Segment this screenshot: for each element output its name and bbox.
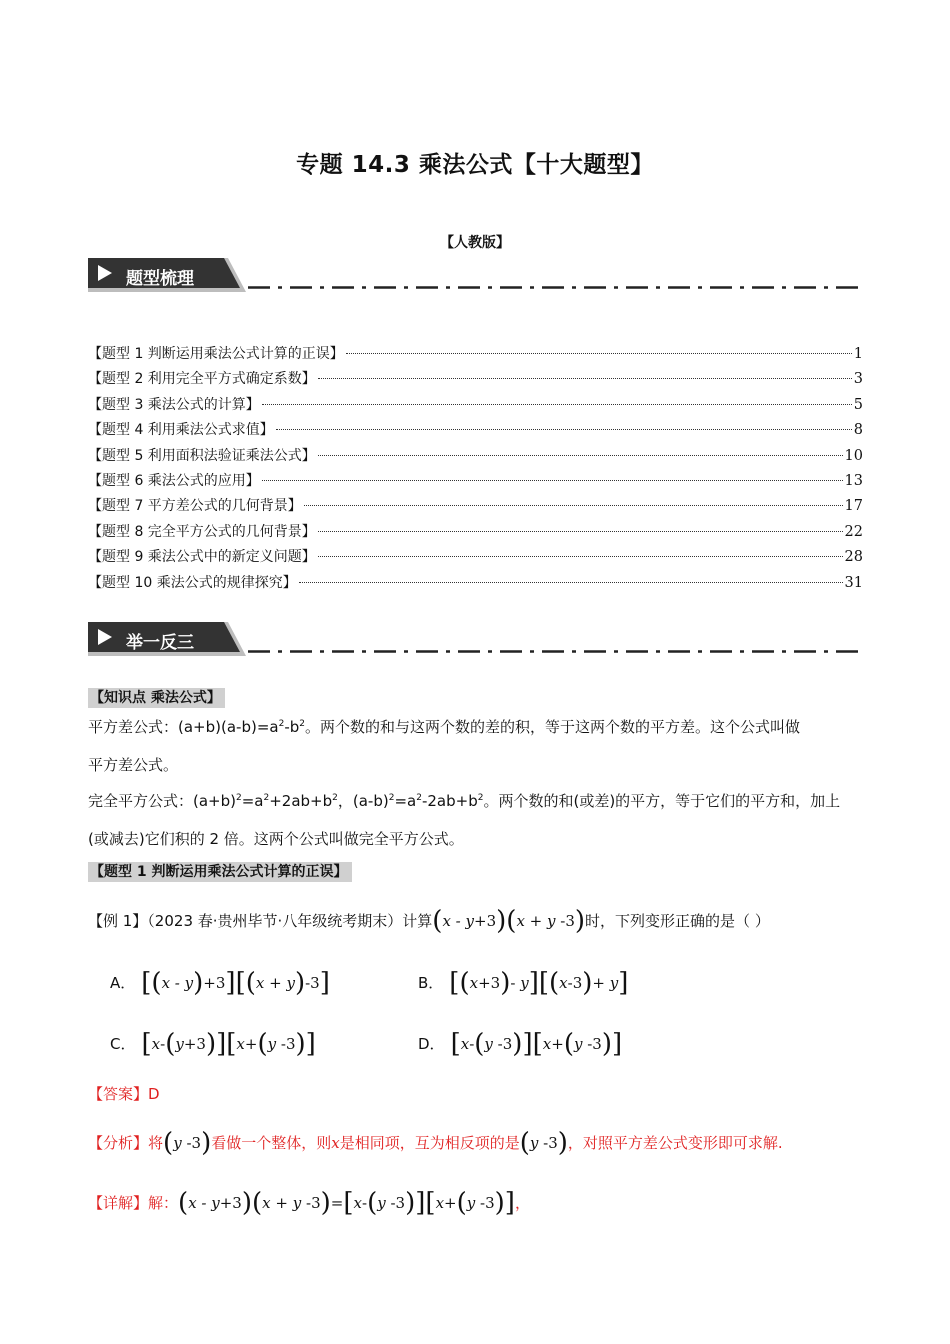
toc-item-label: 【题型 2 利用完全平方式确定系数】 bbox=[88, 371, 316, 388]
example-1: 【例 1】（2023 春·贵州毕节·八年级统考期末）计算(x - y+3)(x + y -3)时，下列变形正确的是（ ） bbox=[88, 906, 770, 936]
dash-divider bbox=[248, 650, 863, 653]
table-of-contents bbox=[88, 343, 863, 597]
option-b[interactable]: B． [(x+3)- y][(x-3)+ y] bbox=[418, 968, 629, 998]
page-title: 专题 14.3 乘法公式【十大题型】 bbox=[296, 152, 654, 178]
knowledge-heading: 【知识点 乘法公式】 bbox=[88, 688, 225, 708]
toc-item-label: 【题型 1 判断运用乘法公式计算的正误】 bbox=[88, 346, 344, 362]
formula-paragraph-1: 平方差公式：$(a+b)(a-b)=a^2-b^2$。两个数的和与这两个数的差的积，等于这两个数的平方差。这个公式叫做 bbox=[88, 718, 800, 736]
toc-item-label: 【题型 4 利用乘法公式求值】 bbox=[88, 422, 274, 439]
toc-item[interactable] bbox=[88, 368, 863, 393]
toc-item-label: 【题型 7 平方差公式的几何背景】 bbox=[88, 498, 302, 515]
section-bar-review bbox=[88, 258, 863, 296]
expression: (x - y+3)(x + y -3) bbox=[432, 906, 586, 936]
toc-leader bbox=[304, 505, 843, 506]
answer: 【答案】D bbox=[88, 1085, 160, 1103]
toc-leader bbox=[318, 378, 852, 379]
toc-item-label: 【题型 5 利用面积法验证乘法公式】 bbox=[88, 447, 316, 464]
toc-leader bbox=[318, 556, 843, 557]
toc-item[interactable] bbox=[88, 546, 863, 571]
formula-paragraph-2-line2: (或减去)它们积的 2 倍。这两个公式叫做完全平方公式。 bbox=[88, 830, 464, 848]
toc-leader bbox=[318, 455, 843, 456]
toc-item[interactable] bbox=[88, 521, 863, 546]
toc-leader bbox=[299, 582, 843, 583]
toc-item[interactable] bbox=[88, 394, 863, 419]
dash-divider bbox=[248, 286, 863, 289]
toc-page-number: 13 bbox=[844, 472, 863, 489]
toc-page-number: 1 bbox=[853, 346, 863, 362]
option-d[interactable]: D． [x-(y -3)][x+(y -3)] bbox=[418, 1029, 623, 1059]
formula-paragraph-1-line2: 平方差公式。 bbox=[88, 756, 179, 774]
toc-page-number: 5 bbox=[853, 396, 863, 413]
toc-page-number: 22 bbox=[844, 523, 863, 540]
toc-item[interactable] bbox=[88, 343, 863, 368]
toc-item-label: 【题型 9 乘法公式中的新定义问题】 bbox=[88, 549, 316, 566]
toc-item[interactable] bbox=[88, 445, 863, 470]
toc-item[interactable] bbox=[88, 572, 863, 597]
toc-item[interactable] bbox=[88, 495, 863, 520]
toc-leader bbox=[262, 404, 852, 405]
toc-leader bbox=[276, 429, 852, 430]
formula-paragraph-2: 完全平方公式：$(a+b)^2=a^2+2ab+b^2$，$(a-b)^2=a^2-2ab+b^2$。两个数的和(或差)的平方，等于它们的平方和，加上 bbox=[88, 792, 841, 810]
toc-item-label: 【题型 10 乘法公式的规律探究】 bbox=[88, 574, 297, 591]
toc-leader bbox=[262, 480, 843, 481]
detail: 【详解】解：(x - y+3)(x + y -3)=[x-(y -3)][x+(y -3)]， bbox=[88, 1188, 530, 1218]
type-1-heading: 【题型 1 判断运用乘法公式计算的正误】 bbox=[88, 862, 352, 882]
toc-leader bbox=[318, 531, 843, 532]
toc-leader bbox=[346, 353, 852, 354]
option-c[interactable]: C． [x-(y+3)][x+(y -3)] bbox=[110, 1029, 316, 1059]
toc-page-number: 17 bbox=[844, 498, 863, 515]
section-bar-practice bbox=[88, 622, 863, 660]
edition-label: 【人教版】 bbox=[440, 235, 510, 251]
toc-item[interactable] bbox=[88, 419, 863, 444]
option-a[interactable]: A． [(x - y)+3][(x + y)-3] bbox=[110, 968, 330, 998]
toc-item[interactable] bbox=[88, 470, 863, 495]
toc-page-number: 8 bbox=[853, 422, 863, 439]
toc-item-label: 【题型 3 乘法公式的计算】 bbox=[88, 396, 260, 413]
section-tab bbox=[88, 622, 246, 656]
toc-page-number: 10 bbox=[844, 447, 863, 464]
toc-page-number: 31 bbox=[844, 574, 863, 591]
section-title: 题型梳理 bbox=[126, 269, 194, 289]
section-title: 举一反三 bbox=[126, 633, 194, 653]
toc-page-number: 3 bbox=[853, 371, 863, 388]
section-tab bbox=[88, 258, 246, 292]
toc-item-label: 【题型 8 完全平方公式的几何背景】 bbox=[88, 523, 316, 540]
analysis: 【分析】将(y -3)看做一个整体，则x是相同项，互为相反项的是(y -3)，对照平方差公式变形即可求解. bbox=[88, 1128, 783, 1158]
toc-item-label: 【题型 6 乘法公式的应用】 bbox=[88, 472, 260, 489]
toc-page-number: 28 bbox=[844, 549, 863, 566]
